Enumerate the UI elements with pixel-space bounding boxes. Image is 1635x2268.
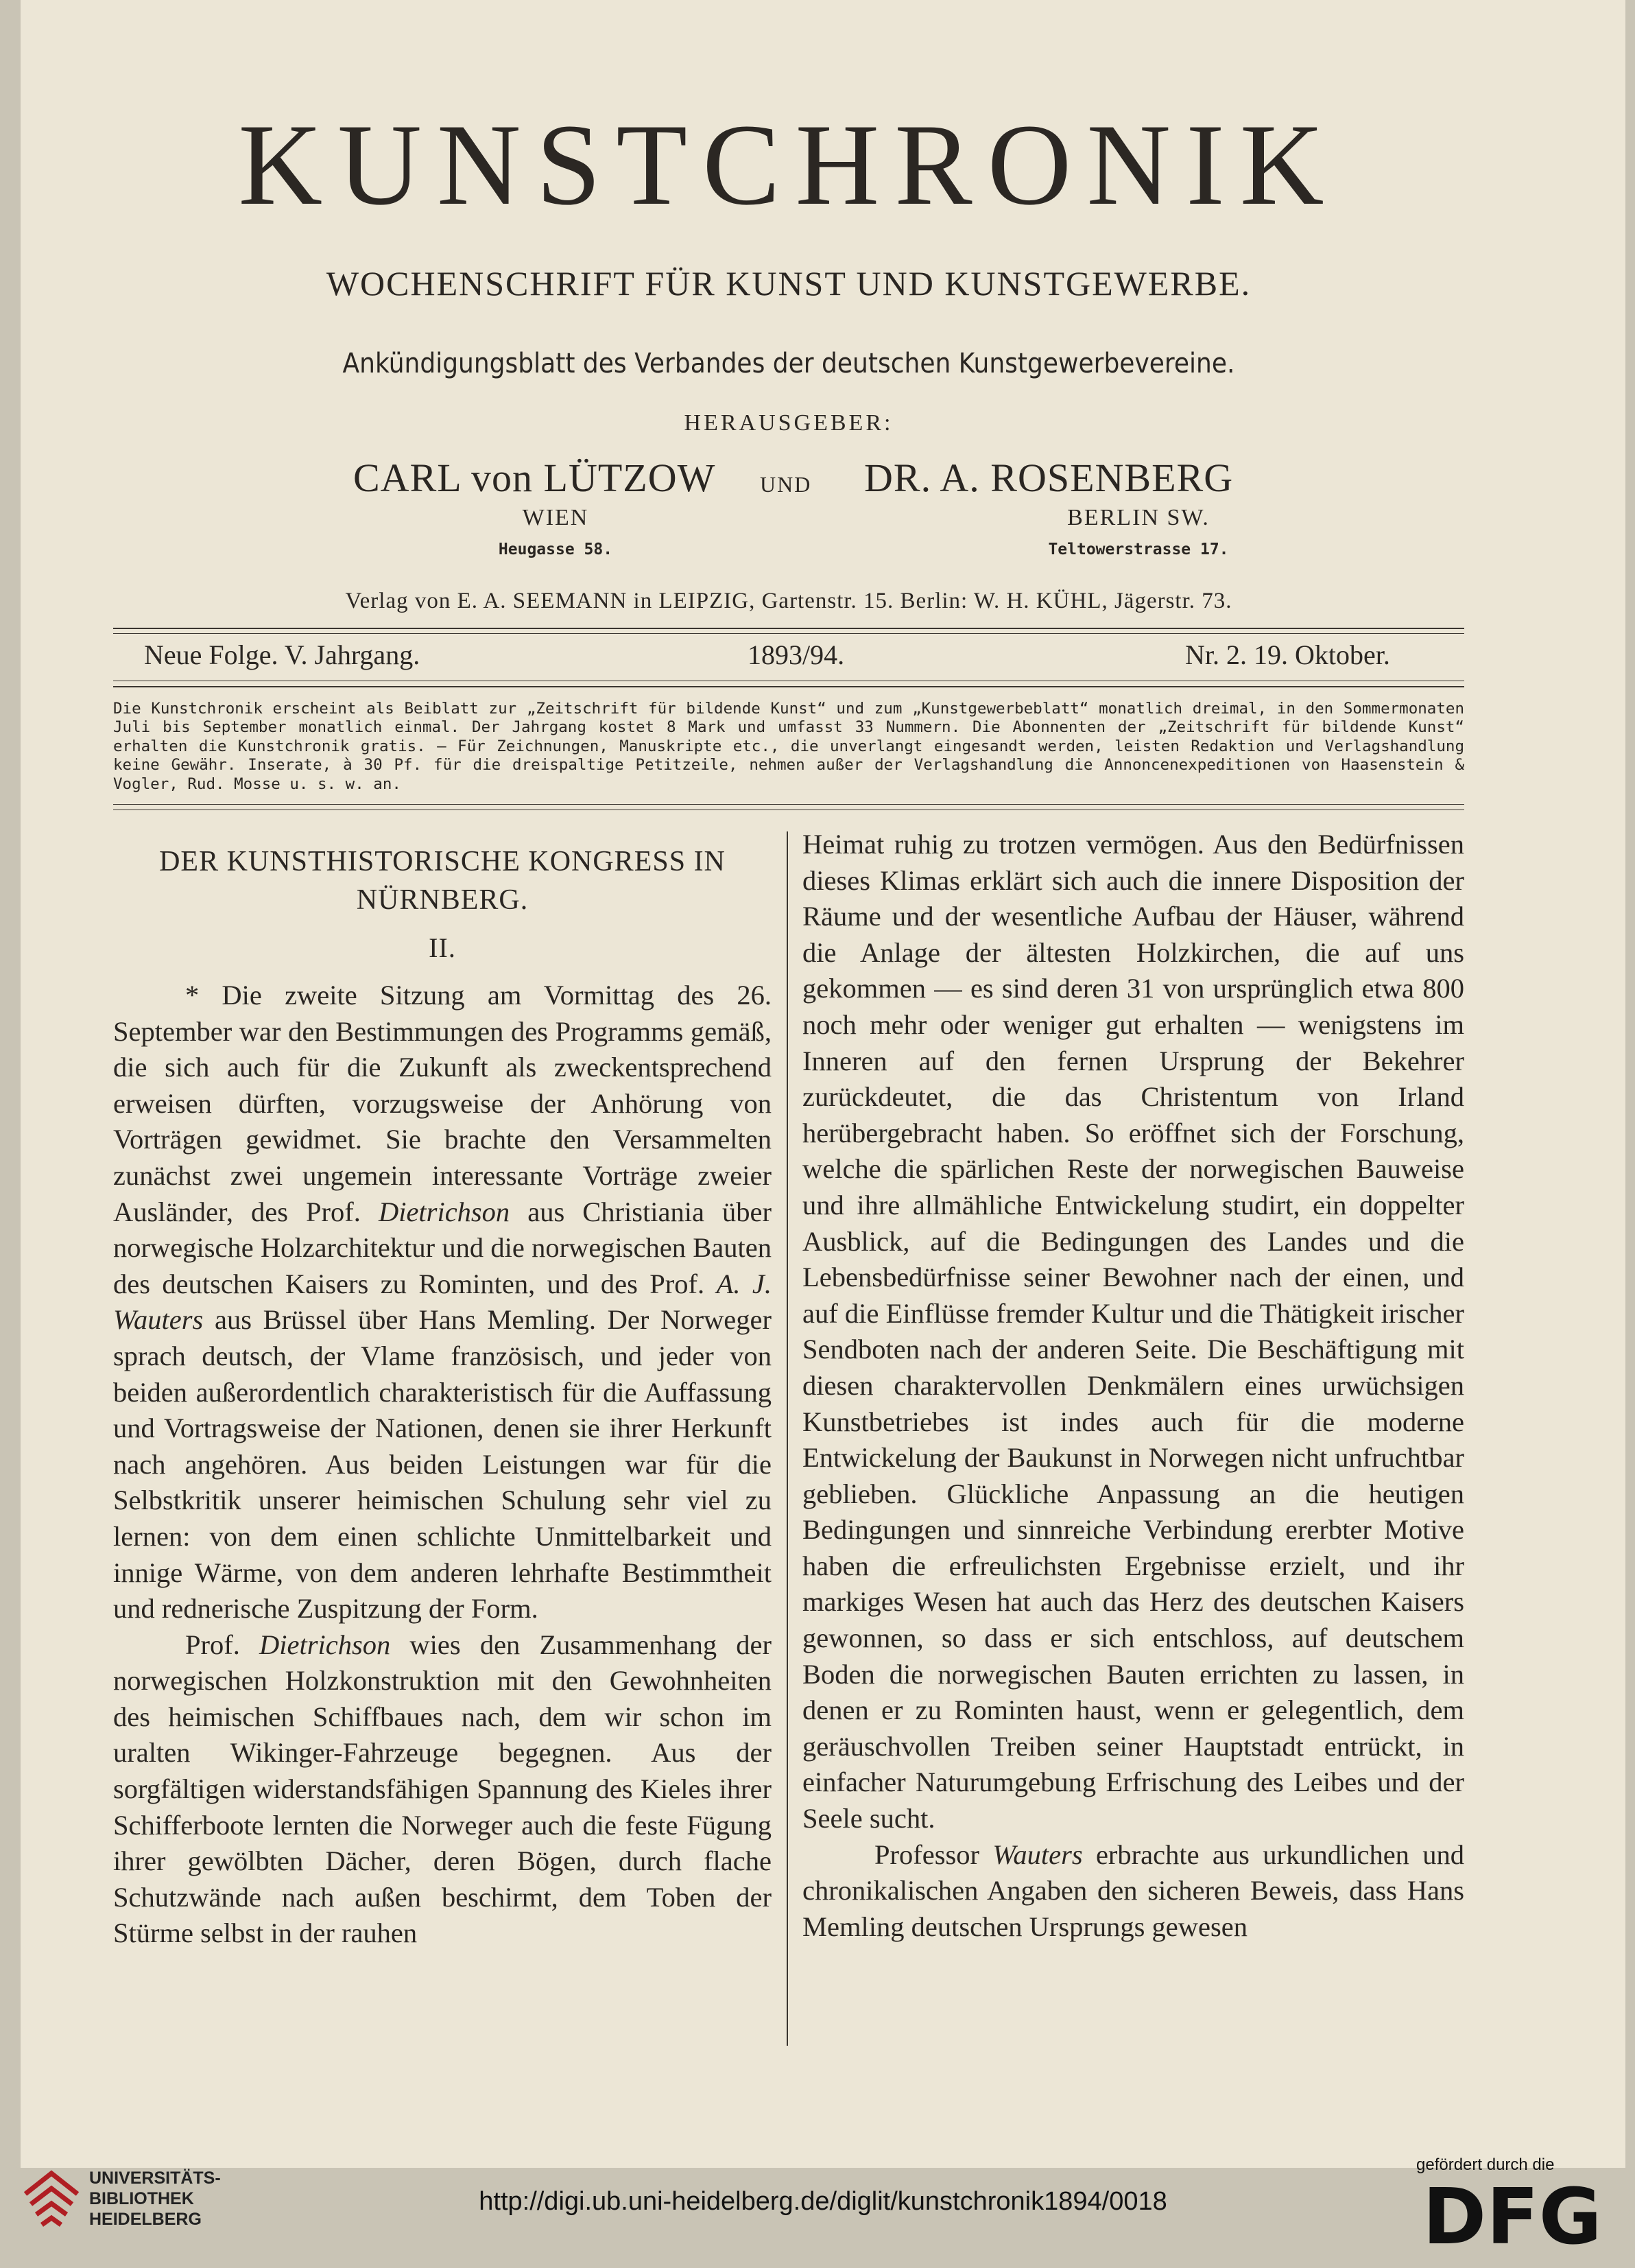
source-url-link[interactable]: http://digi.ub.uni-heidelberg.de/diglit/kunstchronik1894/0018: [479, 2187, 1167, 2216]
article-heading: DER KUNSTHISTORISCHE KONGRESS IN NÜRNBERG.: [159, 846, 726, 916]
text-run: erbrachte aus urkundlichen und chronikalischen Angaben den sicheren Beweis, dass Hans Memling deutschen Ursprungs gewesen: [802, 1839, 1464, 1942]
person-name: Wauters: [992, 1839, 1083, 1870]
library-line: UNIVERSITÄTS-: [89, 2169, 221, 2188]
rule-bottom-1: [113, 804, 1464, 805]
text-run: aus Christiania über norwegische Holzarchitektur und die norwegischen Bauten des deutschen Kaisers zu Rominten, und des Prof.: [113, 1196, 772, 1299]
text-run: Prof.: [185, 1629, 240, 1660]
rule-top-2: [113, 633, 1464, 634]
paragraph: [113, 1627, 772, 1952]
editor-2-address: Teltowerstrasse 17.: [1048, 541, 1229, 558]
text-run: * Die zweite Sitzung am Vormittag des 26. September war den Bestimmungen des Programms gemäß, die sich auch für die Zukunft als zweckentsprechend erweisen dürften, vorzugsweise der Anhörung von Vorträgen gewidmet. Sie brachte den Versammelten zunächst zwei ungemein interessante Vorträge zweier Ausländer, des Prof.: [113, 980, 772, 1227]
subscription-notice: [113, 700, 1464, 794]
text-run: wies den Zusammenhang der norwegischen Holzkonstruktion mit den Gewohnheiten des heimischen Schiffbaues nach, dem wir schon im uralten Wikinger-Fahrzeuge begegnen. Aus der sorgfältigen widerstandsfähigen Spannung des Kieles ihrer Schifferboote lernten die Norweger auch die feste Fügung ihrer gewölbten Dächer, deren Bögen, durch flache Schutzwände nach außen beschirmt, dem Toben der Stürme selbst in der rauhen: [113, 1629, 772, 1949]
text-run: Heimat ruhig zu trotzen vermögen. Aus den Bedürfnissen dieses Klimas erklärt sich auch die innere Disposition der Räume und der wesentliche Aufbau der Häuser, während die Anlage der ältesten Holzkirchen, die auf uns gekommen — es sind deren 31 von ursprünglich etwa 800 noch mehr oder weniger gut erhalten — wenigstens im Inneren auf den fernen Ursprung der Bekehrer zurückdeutet, die das Christentum von Irland herübergebracht haben. So eröffnet sich der Forschung, welche die spärlichen Reste der norwegischen Bauweise und ihre allmähliche Entwickelung studirt, ein doppelter Ausblick, auf die Bedingungen des Landes und die Lebensbedürfnisse seiner Bewohner nach der einen, und auf die Einflüsse fremder Kultur und die Thätigkeit irischer Sendboten nach der anderen Seite. Die Beschäftigung mit diesen charaktervollen Denkmälern eines urwüchsigen Kunstbetriebes ist indes auch für die moderne Entwickelung der Baukunst in Norwegen nicht unfruchtbar geblieben. Glückliche Anpassung an die heutigen Bedingungen und sinnreiche Verbindung ererbter Motive haben die erfreulichsten Ergebnisse erzielt, und ihr markiges Wesen hat auch das Herz des deutschen Kaisers gewonnen, so dass er sich entschloss, auf deutschem Boden die norwegischen Bauten errichten zu lassen, in denen er zu Rominten haust, wenn er gelegentlich, dem geräuschvollen Treiben seiner Hauptstadt entrückt, in einfacher Naturumgebung Erfrischung des Leibes und der Seele sucht.: [802, 829, 1464, 1834]
announcement-line: Ankündigungsblatt des Verbandes der deutschen Kunstgewerbevereine.: [342, 348, 1235, 379]
editor-connector: UND: [760, 472, 812, 497]
masthead-title: KUNSTCHRONIK: [238, 100, 1339, 229]
text-run: aus Brüssel über Hans Memling. Der Norweger sprach deutsch, der Vlame französisch, und jeder von beiden außerordentlich charakteristisch für die Auffassung und Vortragsweise der Nationen, denen sie ihrer Herkunft nach angehören. Aus beiden Leistungen war für die Selbstkritik unserer heimischen Schulung sehr viel zu lernen: von dem einen schlichte Unmittelbarkeit und innige Wärme, von dem anderen lehrhafte Bestimmtheit und rednerische Zuspitzung der Form.: [113, 1304, 772, 1625]
editor-1-name: CARL von LÜTZOW: [353, 456, 716, 500]
issue-number: Nr. 2. 19. Oktober.: [1185, 639, 1390, 670]
university-library-logo-icon: [17, 2166, 86, 2242]
article-part: II.: [429, 932, 456, 963]
editor-2-name: DR. A. ROSENBERG: [864, 456, 1234, 500]
article-column-left: [113, 978, 772, 2048]
publisher-label: HERAUSGEBER:: [684, 410, 894, 436]
issue-year: 1893/94.: [748, 639, 845, 670]
text-run: Professor: [874, 1839, 979, 1870]
university-library-name: [89, 2168, 221, 2230]
article-column-right: [802, 827, 1464, 2048]
editor-1-address: Heugasse 58.: [498, 541, 613, 558]
editor-2-city: BERLIN SW.: [1067, 505, 1210, 530]
dfg-logo-icon: [1413, 2176, 1612, 2252]
column-divider: [787, 831, 788, 2046]
masthead-subtitle: WOCHENSCHRIFT FÜR KUNST UND KUNSTGEWERBE.: [326, 264, 1252, 303]
rule-top-1: [113, 628, 1464, 629]
person-name: Dietrichson: [378, 1196, 510, 1227]
person-name: A. J. Wauters: [113, 1268, 772, 1336]
person-name: Dietrichson: [259, 1629, 391, 1660]
library-line: HEIDELBERG: [89, 2210, 202, 2229]
editor-1-city: WIEN: [522, 505, 589, 530]
rule-mid-2: [113, 686, 1464, 687]
publisher-line: Verlag von E. A. SEEMANN in LEIPZIG, Gartenstr. 15. Berlin: W. H. KÜHL, Jägerstr. 73.: [345, 589, 1232, 613]
funding-note: gefördert durch die: [1416, 2155, 1555, 2174]
issue-series: Neue Folge. V. Jahrgang.: [144, 639, 420, 670]
paragraph: [802, 1837, 1464, 1946]
article-title: [113, 842, 772, 967]
library-line: BIBLIOTHEK: [89, 2189, 194, 2208]
dfg-logo-text: DFG: [1422, 2176, 1602, 2252]
paragraph: [113, 978, 772, 1627]
paragraph: [802, 827, 1464, 1837]
notice-text: Die Kunstchronik erscheint als Beiblatt zur „Zeitschrift für bildende Kunst“ und zum „Kunstgewerbeblatt“ monatlich dreimal, in den Sommermonaten Juli bis September monatlich einmal. Der Jahrgang kostet 8 Mark und umfasst 33 Nummern. Die Abonnenten der „Zeitschrift für bildende Kunst“ erhalten die Kunstchronik gratis. — Für Zeichnungen, Manuskripte etc., die unverlangt eingesandt werden, leisten Redaktion und Verlagshandlung keine Gewähr. Inserate, à 30 Pf. für die dreispaltige Petitzeile, nehmen außer der Verlagshandlung die Annoncenexpeditionen von Haasenstein & Vogler, Rud. Mosse u. s. w. an.: [113, 700, 1464, 793]
